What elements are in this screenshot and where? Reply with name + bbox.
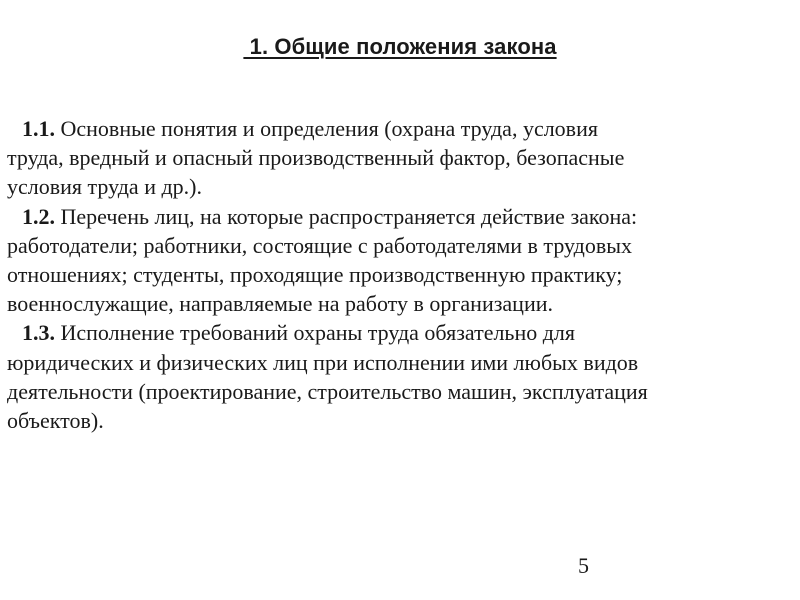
slide-body [7,114,793,435]
section-line: юридических и физических лиц при исполнении ими любых видов [7,349,639,375]
section-line: работодатели; работники, состоящие с работодателями в трудовых [7,232,633,258]
section-line [7,202,793,231]
section-1-2 [7,202,793,319]
section-text: Перечень лиц, на которые распространяется действие закона: [55,203,638,229]
section-text: Исполнение требований охраны труда обязательно для [55,320,576,346]
section-line: отношениях; студенты, проходящие производственную практику; [7,262,623,288]
section-1-3 [7,318,793,435]
section-number: 1.1. [22,116,55,141]
section-line [7,114,793,143]
section-text: Основные понятия и определения (охрана труда, условия [55,116,598,141]
section-line: объектов). [7,408,104,434]
slide-title-text: 1. Общие положения закона [243,34,557,59]
section-1-1 [7,114,793,202]
page-number: 5 [578,553,589,578]
section-line: военнослужащие, направляемые на работу в организации. [7,291,554,317]
section-line: труда, вредный и опасный производственный фактор, безопасные [7,145,625,171]
slide-title [0,34,800,60]
section-line [7,318,793,347]
section-line: условия труда и др.). [7,174,202,200]
section-number: 1.3. [22,320,55,346]
section-number: 1.2. [22,203,55,229]
section-line: деятельности (проектирование, строительство машин, эксплуатация [7,378,648,404]
